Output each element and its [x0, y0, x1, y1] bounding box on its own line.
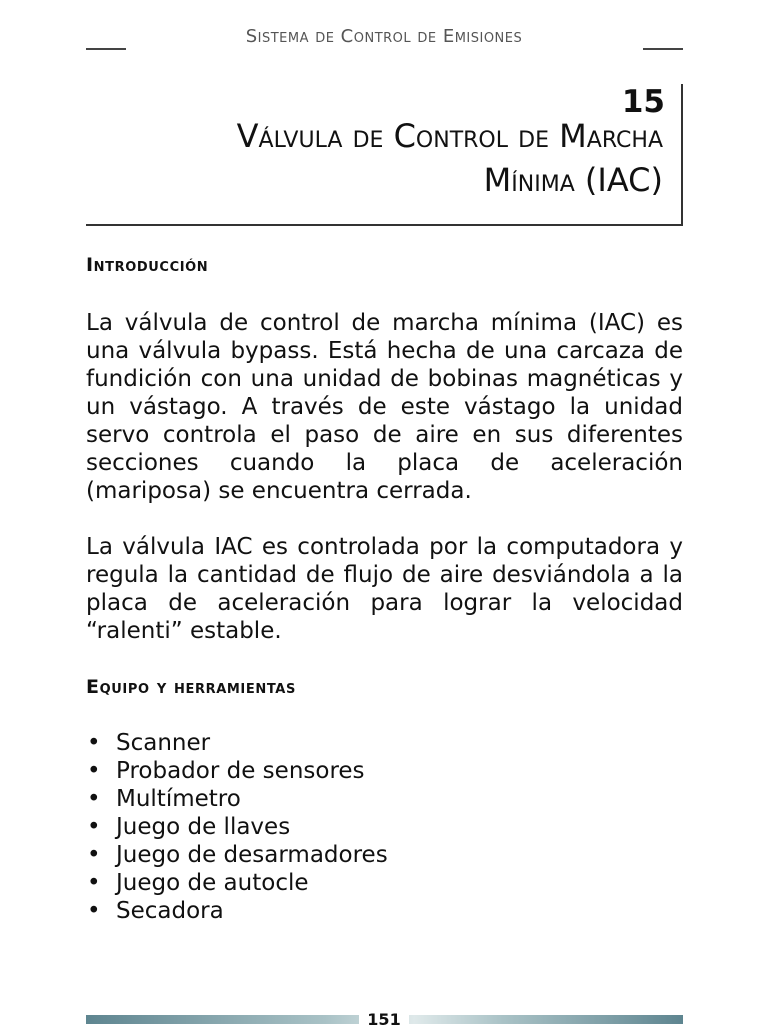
- running-header: Sistema de Control de Emisiones: [245, 26, 523, 47]
- list-item-label: Juego de autocle: [116, 870, 309, 896]
- bullet-icon: •: [87, 786, 101, 812]
- section-heading-introduccion: Introducción: [86, 254, 209, 276]
- list-item: [86, 785, 388, 813]
- bullet-icon: •: [87, 758, 101, 784]
- header-rule-left: [86, 48, 126, 50]
- equipment-list: [86, 729, 388, 925]
- list-item-label: Probador de sensores: [116, 758, 365, 784]
- intro-paragraph-2: La válvula IAC es controlada por la computadora y regula la cantidad de flujo de aire desviándola a la placa de aceleración para lograr la velocidad “ralenti” estable.: [86, 534, 683, 644]
- section-heading-equipo: Equipo y herramientas: [86, 676, 296, 698]
- list-item: [86, 897, 388, 925]
- chapter-title: Válvula de Control de Marcha Mínima (IAC): [236, 117, 663, 199]
- list-item: [86, 869, 388, 897]
- list-item-label: Multímetro: [116, 786, 241, 812]
- list-item-label: Secadora: [116, 898, 224, 924]
- list-item-label: Juego de desarmadores: [116, 842, 388, 868]
- bullet-icon: •: [87, 842, 101, 868]
- list-item: [86, 813, 388, 841]
- page-number-label: 151: [359, 1010, 408, 1029]
- chapter-title-block: [86, 84, 683, 226]
- list-item: [86, 841, 388, 869]
- chapter-number: 15: [621, 84, 665, 120]
- bullet-icon: •: [87, 870, 101, 896]
- intro-paragraph-1: La válvula de control de marcha mínima (IAC) es una válvula bypass. Está hecha de una carcaza de fundición con una unidad de bobinas magnéticas y un vástago. A través de este vástago la unidad servo controla el paso de aire en sus diferentes secciones cuando la placa de aceleración (mariposa) se encuentra cerrada.: [86, 310, 683, 504]
- list-item-label: Juego de llaves: [116, 814, 291, 840]
- bullet-icon: •: [87, 814, 101, 840]
- bullet-icon: •: [87, 898, 101, 924]
- list-item: [86, 757, 388, 785]
- page-number: [0, 1012, 768, 1028]
- header-rule-right: [643, 48, 683, 50]
- list-item-label: Scanner: [116, 730, 211, 756]
- bullet-icon: •: [87, 730, 101, 756]
- list-item: [86, 729, 388, 757]
